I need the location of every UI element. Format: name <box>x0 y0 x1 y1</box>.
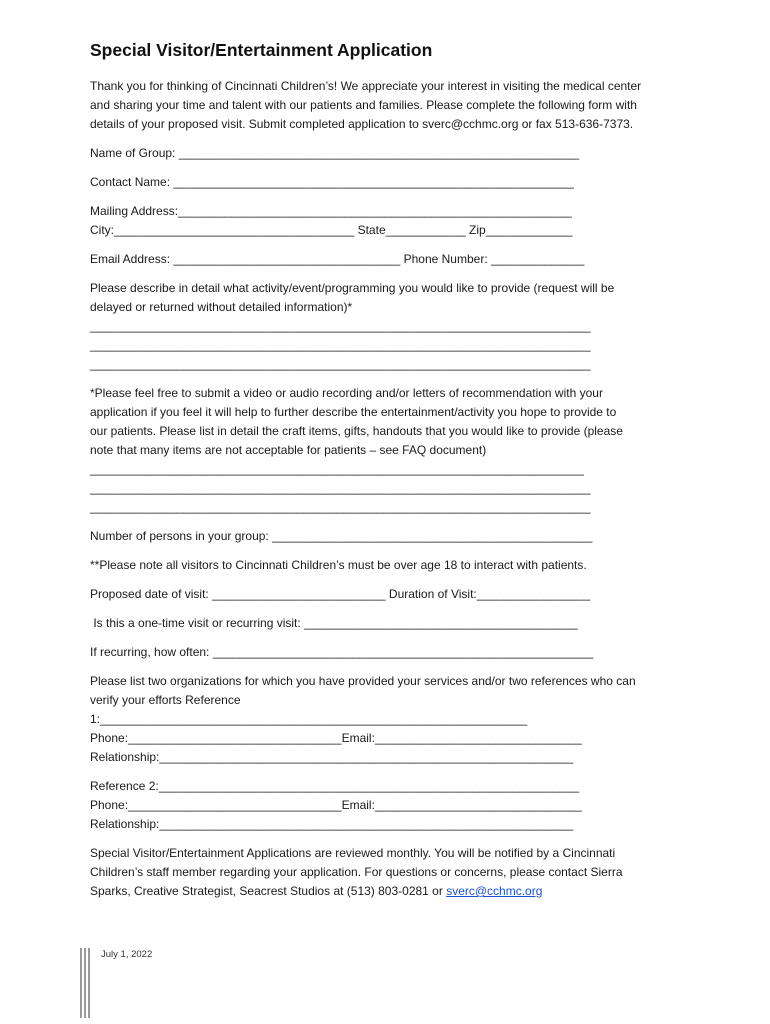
intro-line: Thank you for thinking of Cincinnati Children’s! We appreciate your interest in visiting the medical center <box>90 79 642 93</box>
recording-prompt: note that many items are not acceptable for patients – see FAQ document) <box>90 443 487 457</box>
recording-blank-line[interactable]: ___________________________________________________________________________ <box>90 481 591 495</box>
footer-bar <box>80 948 82 1018</box>
intro-paragraph <box>90 77 690 134</box>
intro-line: details of your proposed visit. Submit completed application to sverc@cchmc.org or fax 513-636-7373. <box>90 117 634 131</box>
describe-section <box>90 279 690 374</box>
age-note: **Please note all visitors to Cincinnati Children’s must be over age 18 to interact with patients. <box>90 558 587 572</box>
date-duration-field[interactable]: Proposed date of visit: __________________________ Duration of Visit:_________________ <box>90 587 591 601</box>
page-title: Special Visitor/Entertainment Application <box>90 40 433 60</box>
recording-prompt: our patients. Please list in detail the craft items, gifts, handouts that you would like to provide (please <box>90 424 623 438</box>
reference-2-relationship-field[interactable]: Relationship:______________________________________________________________ <box>90 817 574 831</box>
reference-2-name-field[interactable]: Reference 2:_______________________________________________________________ <box>90 779 580 793</box>
recording-section <box>90 384 690 517</box>
closing-line: Special Visitor/Entertainment Applications are reviewed monthly. You will be notified by a Cincinnati <box>90 846 616 860</box>
describe-prompt: delayed or returned without detailed information)* <box>90 300 353 314</box>
recording-blank-line[interactable]: ___________________________________________________________________________ <box>90 500 591 514</box>
reference-1-name-field[interactable]: 1:________________________________________________________________ <box>90 712 528 726</box>
references-prompt: Please list two organizations for which you have provided your services and/or two references who can <box>90 674 636 688</box>
recording-blank-line[interactable]: __________________________________________________________________________ <box>90 462 584 476</box>
contact-name-field[interactable]: Contact Name: ____________________________________________________________ <box>90 175 574 189</box>
closing-line <box>90 882 690 901</box>
recording-prompt: application if you feel it will help to further describe the entertainment/activity you hope to provide to <box>90 405 617 419</box>
form-content <box>90 40 690 901</box>
mailing-address-field[interactable]: Mailing Address:___________________________________________________________ <box>90 204 572 218</box>
footer-bar <box>84 948 86 1018</box>
footer-bar <box>88 948 90 1018</box>
reference-2-phone-email-field[interactable]: Phone:________________________________Email:_______________________________ <box>90 798 582 812</box>
references-section <box>90 672 690 834</box>
email-phone-field[interactable]: Email Address: __________________________________ Phone Number: ______________ <box>90 252 585 266</box>
city-state-zip-field[interactable]: City:____________________________________ State____________ Zip_____________ <box>90 223 573 237</box>
footer-date: July 1, 2022 <box>101 949 153 960</box>
closing-paragraph <box>90 844 690 901</box>
references-prompt: verify your efforts Reference <box>90 693 241 707</box>
intro-line: and sharing your time and talent with our patients and families. Please complete the following form with <box>90 98 637 112</box>
describe-blank-line[interactable]: ___________________________________________________________________________ <box>90 319 591 333</box>
persons-field[interactable]: Number of persons in your group: ________________________________________________ <box>90 529 593 543</box>
onetime-recurring-field[interactable]: Is this a one-time visit or recurring visit: _________________________________________ <box>90 616 578 630</box>
reference-1-phone-email-field[interactable]: Phone:________________________________Email:_______________________________ <box>90 731 582 745</box>
recurring-frequency-field[interactable]: If recurring, how often: _________________________________________________________ <box>90 645 594 659</box>
describe-prompt: Please describe in detail what activity/event/programming you would like to provide (request will be <box>90 281 615 295</box>
closing-line: Children’s staff member regarding your application. For questions or concerns, please contact Sierra <box>90 865 623 879</box>
closing-text: Sparks, Creative Strategist, Seacrest Studios at (513) 803-0281 or <box>90 884 447 898</box>
email-link[interactable]: sverc@cchmc.org <box>446 884 543 898</box>
describe-blank-line[interactable]: ___________________________________________________________________________ <box>90 338 591 352</box>
reference-1-relationship-field[interactable]: Relationship:______________________________________________________________ <box>90 750 574 764</box>
recording-prompt: *Please feel free to submit a video or audio recording and/or letters of recommendation with your <box>90 386 603 400</box>
group-name-field[interactable]: Name of Group: ____________________________________________________________ <box>90 146 580 160</box>
describe-blank-line[interactable]: ___________________________________________________________________________ <box>90 357 591 371</box>
